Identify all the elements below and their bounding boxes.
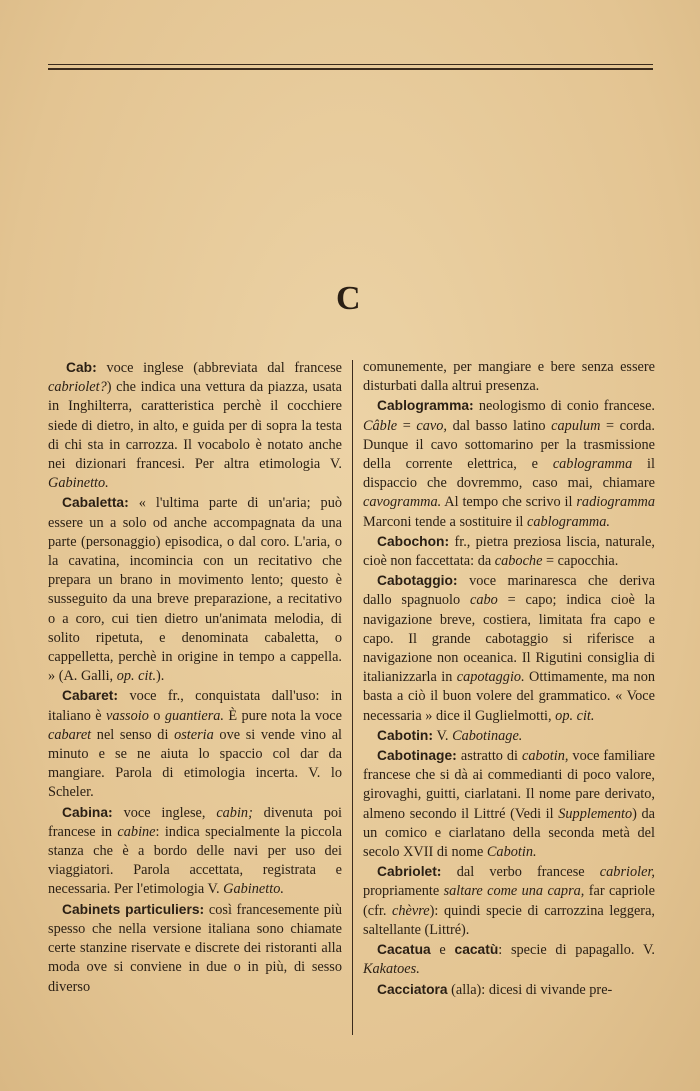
entry-text: « l'ultima parte di un'aria; può essere un a solo od anche accompagnata da una parte (personaggio) episodica, o dal coro. L'aria, o la cavatina, incomincia con un recitativo che prepara un brano in movimento lento; questo è susseguito da una breve preparazione, a recitativo o a coro, cui tien dietro un'animata melodia, di solito ripetuta, e denominata cabaletta, o cappelletta, perchè in origine in tempo a cappella. » (A. Galli, — [48, 495, 342, 685]
dictionary-entry — [363, 862, 655, 940]
entry-text: = capo; indica cioè la navigazione breve, costiera, limitata fra capo e capo. Il grande cabotaggio si riferisce a navigazione non oceanica. Il Rigutini consiglia di italianizzarla in — [363, 592, 655, 686]
entry-text: È pure nota la voce — [224, 707, 342, 724]
entry-separator: : — [113, 688, 119, 705]
dictionary-entry — [48, 900, 342, 997]
entry-text: ove si vende vino al minuto e se ne aiuta lo spaccio col dar da mangiare. Parola di etimologia incerta. V. lo Scheler. — [48, 726, 343, 801]
entry-text: o — [148, 707, 165, 724]
dictionary-entry — [363, 532, 655, 571]
entry-italic-text: capulum — [551, 417, 601, 434]
entry-text: = — [397, 417, 417, 434]
entry-headword: Cabotaggio — [377, 573, 453, 589]
entry-separator: : — [428, 727, 434, 744]
entry-separator: : — [452, 748, 457, 765]
entry-italic-text: radiogramma — [576, 494, 655, 511]
entry-separator: : — [92, 360, 97, 376]
entry-headword: Cabaletta — [62, 495, 125, 511]
entry-text: voce familiare francese che si dà ai commedianti di poco valore, girovaghi, guitti, ciarlatani. Il nome pare derivato, almeno secondo il Littré (Vedi il — [363, 748, 655, 822]
entry-italic-text: Gabinetto. — [48, 475, 109, 492]
entry-italic-text: vassoio — [106, 707, 149, 724]
entry-text: nel senso di — [91, 726, 175, 743]
entry-italic-text: cabin; — [216, 804, 253, 821]
entry-text: ). — [156, 668, 165, 685]
dictionary-entry — [363, 746, 655, 862]
entry-italic-text: capotaggio. — [456, 669, 525, 686]
entry-text: = capocchia. — [542, 553, 619, 570]
entry-headword: Cacatua — [377, 942, 431, 958]
entry-italic-text: cablogramma — [552, 456, 633, 473]
entry-italic-text: op. cit. — [555, 707, 595, 724]
dictionary-entry — [363, 571, 655, 726]
entry-text: ) che indica una vettura da piazza, usata in Inghilterra, caratteristica perchè il cocchiere siede di dietro, in alto, e guida per di sopra la testa di chi sta in carrozza. Il vocabolo è notato anche nei dizionari francesi. Per altra etimologia V. — [48, 379, 342, 473]
entry-headword: Cabotin — [377, 727, 429, 743]
dictionary-entry — [363, 726, 655, 746]
dictionary-entry — [48, 358, 342, 493]
dictionary-entry — [363, 940, 655, 979]
entry-text: così francesemente più spesso che nella versione italiana sono chiamate certe stanzine riservate e discrete dei ristoranti alla moda ove si conviene in due o in più, di sesso diverso — [48, 901, 342, 995]
entry-text: voce fr., conquistata dall'uso: in italiano è — [48, 688, 342, 724]
entry-italic-text: cabine — [117, 823, 156, 840]
entry-headword: Cab — [66, 360, 93, 375]
entry-text: far capriole (cfr. — [363, 883, 655, 919]
entry-text: neologismo di conio francese. — [473, 398, 655, 415]
entry-text: Marconi tende a sostituire il — [363, 513, 527, 530]
entry-headword: Cabriolet — [377, 864, 437, 880]
entry-text: il dispaccio che dovremmo, caso mai, chiamare — [363, 456, 655, 492]
entry-text: astratto di — [456, 748, 522, 765]
entry-text: e — [430, 942, 455, 959]
entry-headword: Cacciatora — [377, 981, 448, 997]
entry-italic-text: guantiera. — [164, 707, 224, 724]
entry-headword: Cabochon — [377, 533, 445, 549]
entry-headword-variant: cacatù — [454, 942, 499, 958]
column-divider — [352, 360, 353, 1035]
entry-italic-text: cabo — [470, 592, 498, 609]
entry-text: Ottimamente, ma non basta a ciò il buon volere del grammatico. « Voce necessaria » dice il Guglielmotti, — [363, 669, 655, 724]
left-column — [48, 358, 342, 997]
entry-text: divenuta poi francese in — [48, 804, 342, 840]
top-rule-thick — [48, 68, 653, 70]
entry-italic-text: caboche — [494, 553, 543, 570]
entry-italic-text: Cabotin. — [486, 844, 537, 861]
entry-italic-text: Kakatoes. — [363, 961, 420, 978]
entry-text: (alla): dicesi di vivande pre- — [447, 981, 613, 998]
entry-separator: : — [436, 864, 442, 881]
entry-headword: Cabotinage — [377, 748, 453, 764]
dictionary-entry — [363, 980, 655, 1000]
entry-text: dal basso latino — [446, 417, 552, 434]
entry-italic-text: cabaret — [48, 726, 92, 743]
dictionary-entry — [363, 358, 655, 396]
dictionary-entry — [48, 686, 342, 802]
entry-text: Al tempo che scrivo il — [441, 494, 577, 511]
entry-text: voce inglese, — [112, 804, 217, 821]
entry-italic-text: op. cit. — [116, 668, 157, 685]
entry-italic-text: cavogramma. — [363, 494, 442, 511]
entry-separator: : — [124, 495, 129, 512]
entry-italic-text: cablogramma. — [526, 513, 610, 530]
entry-italic-text: chèvre — [392, 902, 430, 919]
entry-italic-text: Supplemento — [558, 805, 633, 822]
entry-separator: : — [452, 573, 458, 590]
entry-text: fr., pietra preziosa liscia, naturale, cioè non faccettata: da — [363, 533, 655, 570]
entry-separator: : — [469, 398, 474, 415]
top-rule-thin — [48, 64, 653, 65]
entry-text: : specie di papagallo. V. — [498, 942, 655, 959]
entry-text: dal verbo francese — [441, 864, 600, 881]
entry-text: : indica specialmente la piccola stanza che è a bordo delle navi per uso dei viaggiatori. Parola accettata, registrata e necessaria. Per l'etimologia V. — [48, 823, 342, 898]
dictionary-entry — [363, 396, 655, 531]
entry-text: = corda. Dunque il cavo sottomarino per la trasmissione della corrente elettrica, e — [363, 417, 655, 473]
entry-text: voce inglese (abbreviata dal francese — [96, 360, 342, 376]
entry-italic-text: cabotin, — [522, 748, 569, 765]
entry-text: voce marinaresca che deriva dallo spagnuolo — [363, 573, 655, 609]
entry-text: comunemente, per mangiare e bere senza essere disturbati dalla altrui presenza. — [363, 359, 655, 395]
entry-headword: Cablogramma — [377, 398, 470, 414]
entry-italic-text: cavo, — [416, 417, 447, 434]
entry-italic-text: cabrioler, — [599, 864, 655, 881]
right-column — [363, 358, 655, 1000]
entry-text: propriamente — [363, 883, 444, 900]
entry-italic-text: cabriolet? — [48, 379, 107, 396]
entry-text: ) da un comico e ciarlatano della seconda metà del secolo XVII di nome — [363, 805, 655, 861]
entry-separator: : — [199, 901, 205, 918]
dictionary-entry — [48, 803, 342, 900]
entry-italic-text: Cabotinage. — [452, 727, 523, 744]
entry-headword: Cabaret — [62, 688, 114, 704]
entry-separator: : — [444, 533, 450, 550]
entry-italic-text: Câble — [363, 417, 398, 434]
entry-text: V. — [433, 727, 453, 744]
entry-headword: Cabina — [62, 804, 108, 820]
entry-italic-text: saltare come una capra, — [443, 883, 585, 900]
entry-text: ): quindi specie di carrozzina leggera, saltellante (Littré). — [363, 902, 655, 938]
entry-italic-text: Gabinetto. — [223, 881, 284, 898]
entry-separator: : — [108, 804, 113, 821]
section-letter: C — [336, 280, 361, 317]
dictionary-entry — [48, 493, 342, 686]
entry-headword: Cabinets particuliers — [62, 901, 200, 917]
entry-italic-text: osteria — [174, 726, 214, 743]
